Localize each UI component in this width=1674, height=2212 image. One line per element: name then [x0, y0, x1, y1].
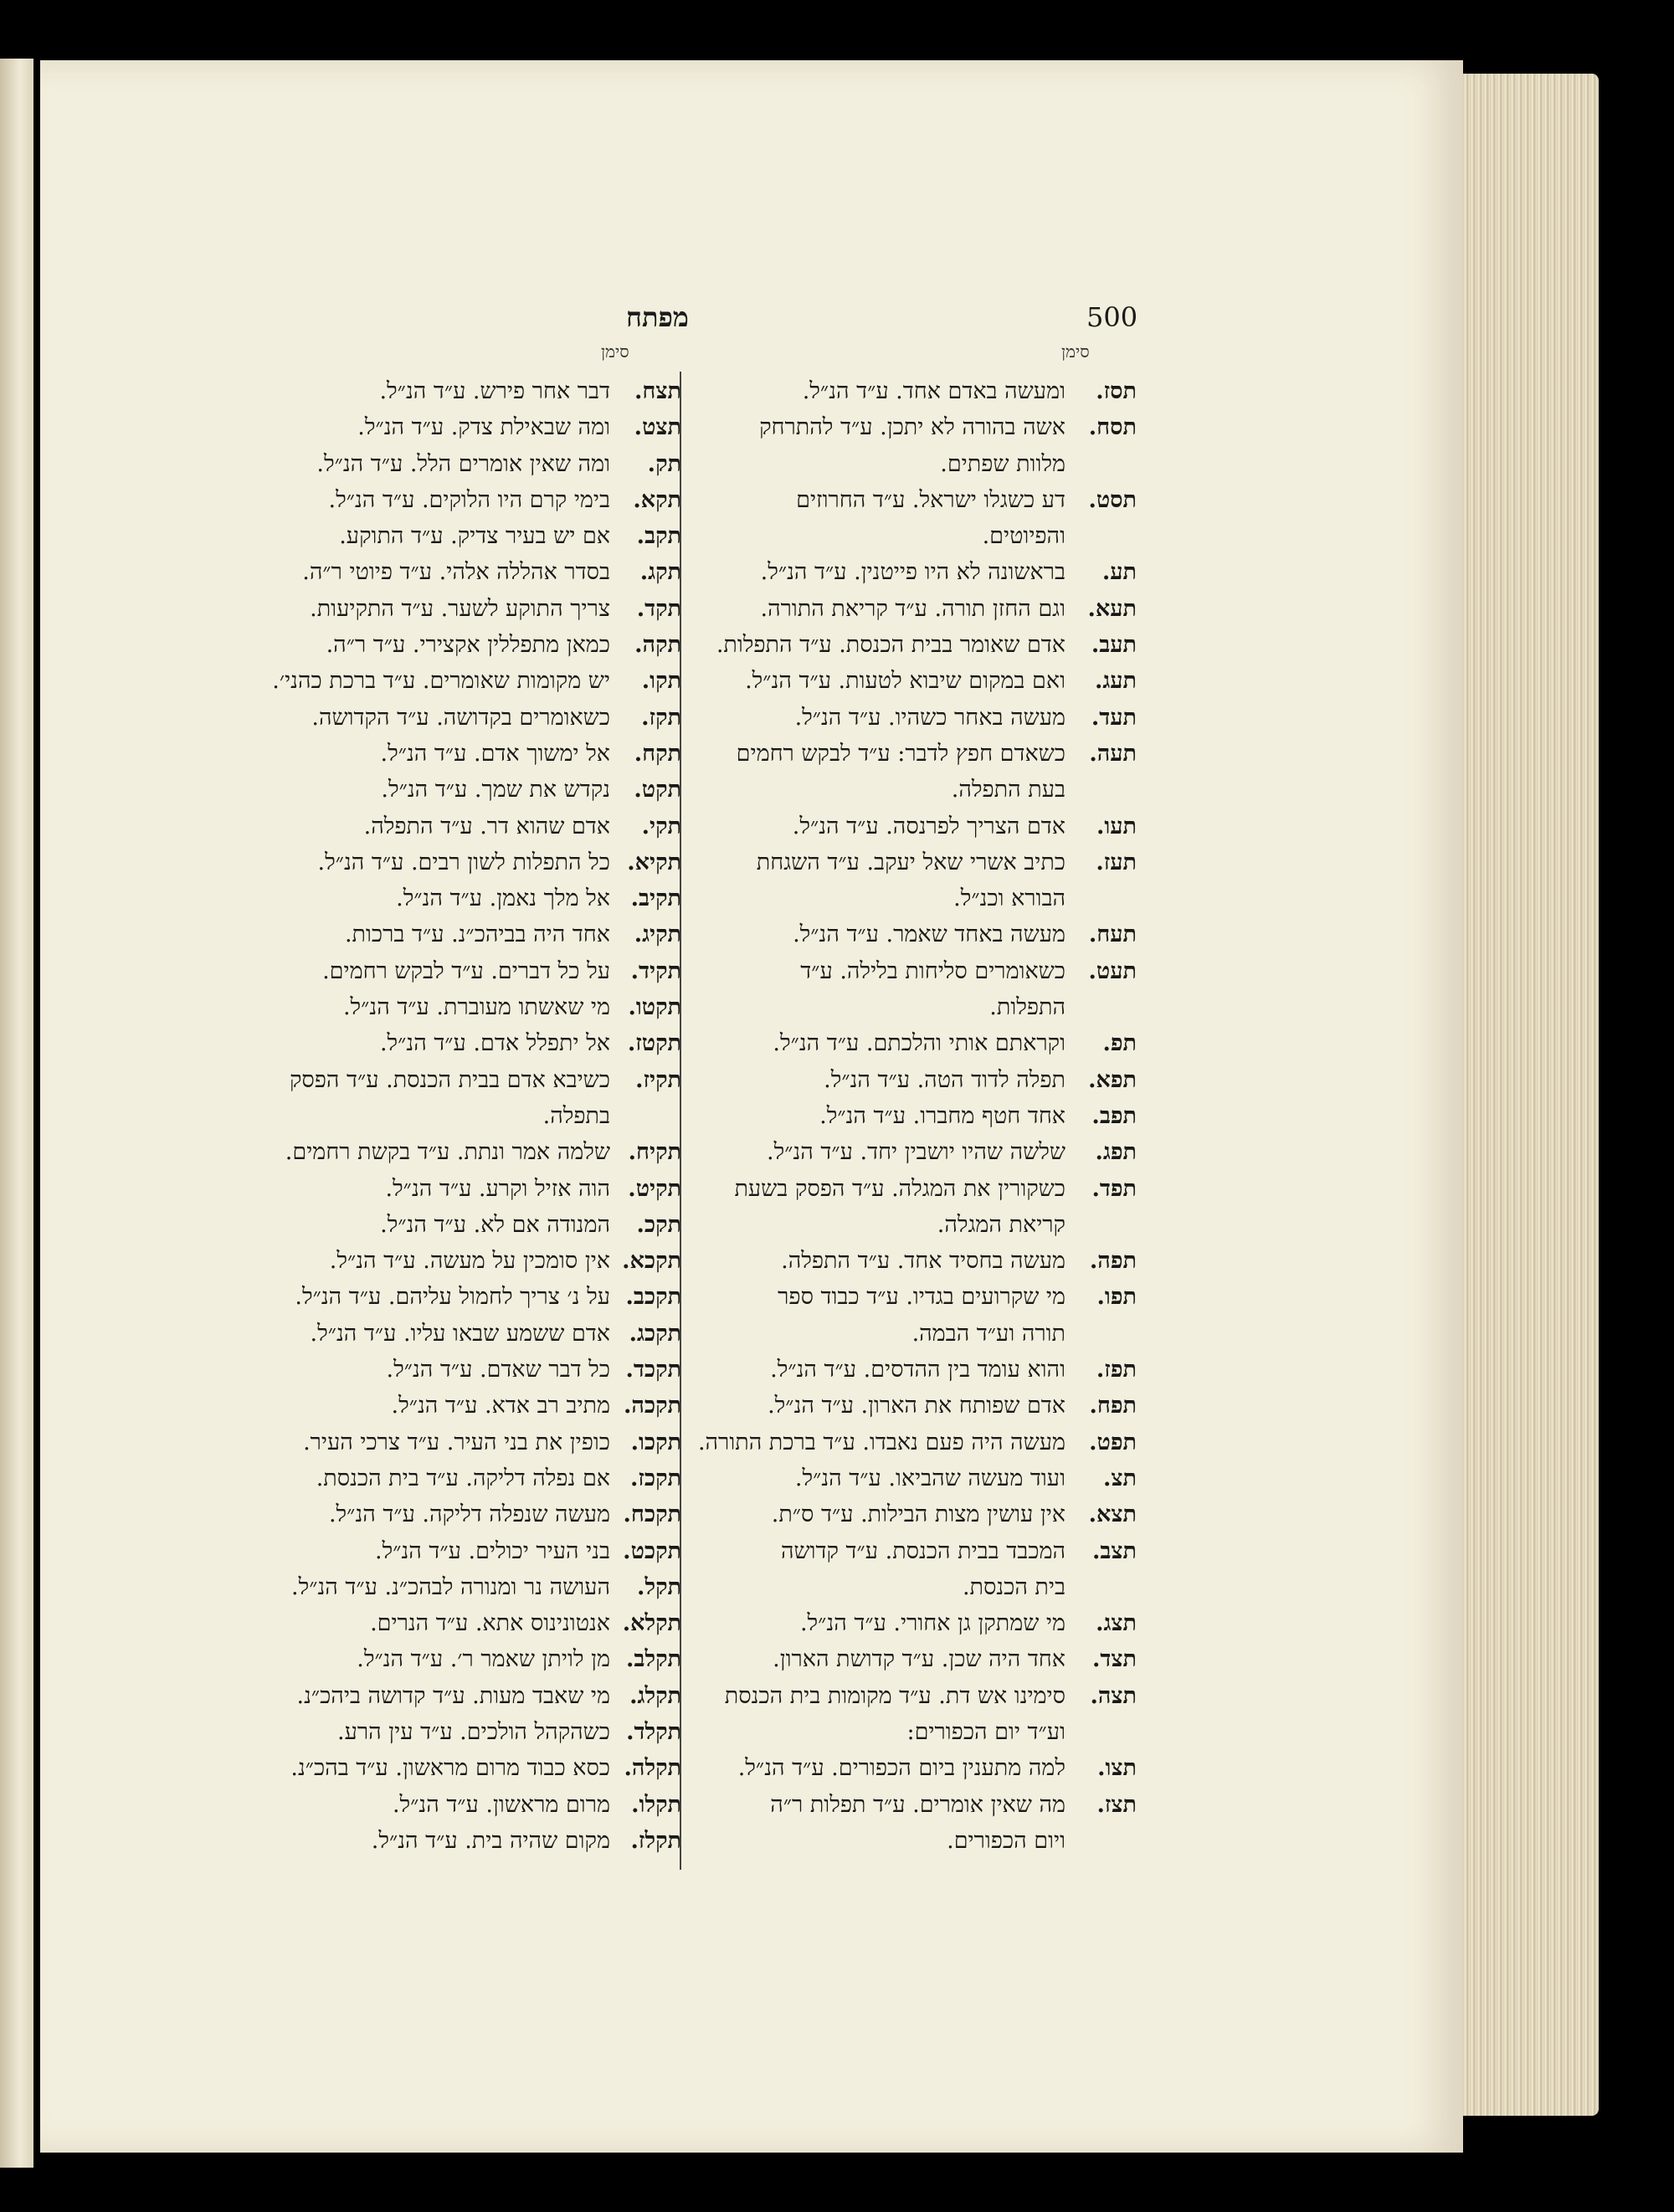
index-entry	[685, 989, 1137, 1025]
entry-text: יש מקומות שאומרים. ע״ד ברכת כהני׳.	[272, 668, 610, 695]
index-entry	[685, 1352, 1137, 1388]
entry-number: תעא.	[1087, 595, 1137, 622]
book-page	[40, 60, 1463, 2153]
entry-text: וגם החזן תורה. ע״ד קריאת התורה.	[760, 595, 1066, 622]
entry-text: אין עושין מצות הבילות. ע״ד ס״ת.	[771, 1501, 1066, 1528]
entry-text: אדם הצריך לפרנסה. ע״ד הנ״ל.	[792, 813, 1066, 839]
entry-text: כמאן מתפללין אקצירי. ע״ד ר״ה.	[326, 632, 610, 659]
entry-text: אין סומכין על מעשה. ע״ד הנ״ל.	[329, 1248, 610, 1275]
index-entry	[685, 1207, 1137, 1243]
entry-text: מעשה שנפלה דליקה. ע״ד הנ״ל.	[328, 1501, 610, 1528]
entry-number: תקי.	[641, 813, 681, 839]
entry-text: אחד היה שכן. ע״ד קדושת הארון.	[773, 1646, 1066, 1673]
entry-number: תעו.	[1096, 813, 1137, 839]
entry-number: תקכז.	[629, 1465, 681, 1491]
entry-text: הבורא וכנ״ל.	[953, 885, 1066, 912]
index-entry	[191, 1787, 681, 1823]
entry-text: וקראתם אותי והלכתם. ע״ד הנ״ל.	[773, 1030, 1066, 1057]
entry-number: תק.	[647, 450, 681, 477]
entry-text: כסא כבוד מרום מראשון. ע״ד בהכ״נ.	[290, 1755, 610, 1782]
index-entry	[685, 953, 1137, 989]
entry-number: תצג.	[1096, 1610, 1137, 1637]
index-entry	[191, 1460, 681, 1496]
entry-text: מעשה בחסיד אחד. ע״ד התפלה.	[781, 1248, 1066, 1275]
index-entry	[191, 1098, 681, 1134]
entry-number: תקכו.	[630, 1429, 681, 1455]
index-entry	[685, 1787, 1137, 1823]
entry-text: מי שאשתו מעוברת. ע״ד הנ״ל.	[342, 994, 610, 1021]
entry-number: תפג.	[1095, 1139, 1137, 1166]
entry-text: על נ׳ צריך לחמול עליהם. ע״ד הנ״ל.	[295, 1284, 610, 1311]
entry-text: מי שאבד מעות. ע״ד קדושה ביהכ״נ.	[296, 1682, 610, 1709]
entry-text: אחד חטף מחברו. ע״ד הנ״ל.	[819, 1102, 1066, 1129]
entry-text: ומעשה באדם אחד. ע״ד הנ״ל.	[802, 378, 1066, 404]
index-entry	[685, 772, 1137, 808]
entry-text: ויום הכפורים.	[947, 1827, 1066, 1854]
entry-number: תקג.	[639, 559, 681, 586]
index-entry	[685, 1569, 1137, 1605]
entry-text: אנטונינוס אתא. ע״ד הנרים.	[370, 1610, 610, 1637]
entry-number: תקו.	[641, 668, 681, 695]
entry-text: מקום שהיה בית. ע״ד הנ״ל.	[371, 1827, 610, 1854]
entry-text: כל דבר שאדם. ע״ד הנ״ל.	[386, 1357, 610, 1383]
entry-text: בני העיר יכולים. ע״ד הנ״ל.	[375, 1537, 610, 1564]
index-entry	[191, 953, 681, 989]
entry-number: תקל.	[637, 1573, 681, 1600]
index-entry	[191, 373, 681, 409]
index-entry	[191, 1496, 681, 1532]
left-column	[191, 373, 681, 1859]
index-entry	[685, 1388, 1137, 1424]
index-entry	[685, 1171, 1137, 1207]
index-entry	[685, 373, 1137, 409]
entry-text: כשאומרים בקדושה. ע״ד הקדושה.	[311, 704, 610, 731]
entry-number: תעב.	[1091, 632, 1137, 659]
index-entry	[685, 736, 1137, 772]
entry-text: המנודה אם לא. ע״ד הנ״ל.	[380, 1211, 610, 1238]
index-entry	[685, 1025, 1137, 1061]
entry-text: תפלה לדוד הטה. ע״ד הנ״ל.	[824, 1066, 1066, 1093]
entry-number: תקיח.	[628, 1139, 681, 1166]
index-entry	[191, 627, 681, 663]
index-entry	[191, 772, 681, 808]
index-entry	[191, 808, 681, 844]
index-entry	[191, 1823, 681, 1859]
entry-text: כופין את בני העיר. ע״ד צרכי העיר.	[303, 1429, 610, 1455]
index-entry	[685, 518, 1137, 554]
index-entry	[685, 1098, 1137, 1134]
index-entry	[191, 1171, 681, 1207]
entry-text: מעשה באחד שאמר. ע״ד הנ״ל.	[793, 921, 1066, 948]
entry-number: תקלב.	[626, 1646, 681, 1673]
entry-number: תעה.	[1089, 740, 1137, 767]
index-entry	[191, 1243, 681, 1279]
index-entry	[191, 591, 681, 627]
index-entry	[191, 1714, 681, 1750]
entry-number: תקיג.	[634, 921, 681, 948]
index-entry	[685, 1823, 1137, 1859]
index-entry	[685, 1714, 1137, 1750]
index-entry	[685, 808, 1137, 844]
page-header	[40, 301, 1463, 352]
entry-text: מלוות שפתים.	[940, 450, 1066, 477]
index-entry	[191, 446, 681, 482]
entry-number: תצט.	[634, 414, 681, 441]
entry-text: על כל דברים. ע״ד לבקש רחמים.	[322, 957, 610, 984]
index-entry	[685, 844, 1137, 880]
entry-number: תקכה.	[623, 1393, 681, 1419]
entry-text: אדם ששמע שבאו עליו. ע״ד הנ״ל.	[310, 1320, 610, 1347]
index-entry	[191, 1207, 681, 1243]
entry-text: כשאומרים סליחות בלילה. ע״ד	[800, 957, 1066, 984]
entry-number: תקכח.	[623, 1501, 681, 1528]
index-entry	[191, 700, 681, 736]
entry-text: שלשה שהיו יושבין יחד. ע״ד הנ״ל.	[767, 1139, 1066, 1166]
index-entry	[191, 409, 681, 445]
entry-number: תקד.	[636, 595, 681, 622]
entry-text: וע״ד יום הכפורים:	[906, 1718, 1066, 1745]
index-entry	[191, 663, 681, 699]
entry-text: צריך התוקע לשער. ע״ד התקיעות.	[310, 595, 610, 622]
column-label-left: סימן	[601, 341, 629, 362]
page-number: 500	[1086, 301, 1138, 333]
entry-number: תפה.	[1089, 1248, 1137, 1275]
index-entry	[191, 1569, 681, 1605]
index-entry	[191, 518, 681, 554]
entry-text: התפלות.	[989, 994, 1066, 1021]
index-entry	[685, 1533, 1137, 1569]
entry-number: תפט.	[1089, 1429, 1137, 1455]
entry-text: ועוד מעשה שהביאו. ע״ד הנ״ל.	[794, 1465, 1066, 1491]
entry-number: תקלו.	[631, 1791, 681, 1818]
entry-number: תקטו.	[628, 994, 681, 1021]
index-entry	[191, 1533, 681, 1569]
page-stack-edge	[1463, 74, 1599, 2116]
index-entry	[685, 591, 1137, 627]
entry-number: תקכט.	[623, 1537, 681, 1564]
entry-number: תקיא.	[627, 849, 681, 875]
index-entry	[191, 1641, 681, 1677]
index-entry	[685, 1062, 1137, 1098]
entry-number: תפו.	[1096, 1284, 1137, 1311]
index-entry	[685, 1496, 1137, 1532]
entry-text: ואם במקום שיבוא לטעות. ע״ד הנ״ל.	[745, 668, 1066, 695]
entry-text: בראשונה לא היו פייטנין. ע״ד הנ״ל.	[760, 559, 1066, 586]
index-entry	[685, 1460, 1137, 1496]
index-entry	[191, 736, 681, 772]
index-entry	[191, 880, 681, 916]
index-entry	[685, 1424, 1137, 1460]
index-entry	[685, 627, 1137, 663]
entry-number: תצ.	[1102, 1465, 1137, 1491]
index-entry	[191, 844, 681, 880]
entry-text: אל יתפלל אדם. ע״ד הנ״ל.	[379, 1030, 610, 1057]
entry-number: תעח.	[1088, 921, 1137, 948]
entry-text: העושה נר ומנורה לבהכ״נ. ע״ד הנ״ל.	[290, 1573, 610, 1600]
entry-text: נקדש את שמך. ע״ד הנ״ל.	[381, 777, 610, 803]
entry-text: מעשה היה פעם נאבדו. ע״ד ברכת התורה.	[697, 1429, 1066, 1455]
entry-text: כשיבא אדם בבית הכנסת. ע״ד הפסק	[289, 1066, 610, 1093]
entry-number: תצה.	[1090, 1682, 1137, 1709]
entry-text: ומה שבאילת צדק. ע״ד הנ״ל.	[357, 414, 610, 441]
index-entry	[685, 663, 1137, 699]
entry-text: מה שאין אומרים. ע״ד תפלות ר״ה	[770, 1791, 1066, 1818]
entry-text: אחד היה בביהכ״נ. ע״ד ברכות.	[344, 921, 610, 948]
entry-text: שלמה אמר ונתת. ע״ד בקשת רחמים.	[285, 1139, 610, 1166]
entry-text: כשקורין את המגלה. ע״ד הפסק בשעת	[734, 1175, 1066, 1202]
entry-text: כשהקהל הולכים. ע״ד עין הרע.	[337, 1718, 610, 1745]
entry-number: תצו.	[1097, 1755, 1137, 1782]
entry-text: מתיב רב אדא. ע״ד הנ״ל.	[391, 1393, 610, 1419]
index-entry	[191, 554, 681, 590]
entry-text: אדם שאומר בבית הכנסת. ע״ד התפלות.	[716, 632, 1066, 659]
entry-number: תצח.	[634, 378, 681, 404]
entry-number: תצב.	[1091, 1537, 1137, 1564]
right-column	[685, 373, 1137, 1859]
entry-number: תקיז.	[635, 1066, 681, 1093]
entry-number: תסז.	[1096, 378, 1137, 404]
index-entry	[685, 1678, 1137, 1714]
entry-number: תעט.	[1088, 957, 1137, 984]
entry-text: והפיוטים.	[982, 523, 1066, 550]
entry-number: תפח.	[1089, 1393, 1137, 1419]
entry-text: כשאדם חפץ לדבר: ע״ד לבקש רחמים	[736, 740, 1066, 767]
entry-number: תצז.	[1096, 1791, 1137, 1818]
entry-text: מי שקרועים בגדיו. ע״ד כבוד ספר	[778, 1284, 1066, 1311]
entry-number: תקכ.	[636, 1211, 681, 1238]
index-entry	[685, 482, 1137, 518]
entry-number: תקה.	[634, 632, 681, 659]
entry-text: אדם שהוא דר. ע״ד התפלה.	[363, 813, 610, 839]
entry-text: בסדר אהללה אלהי. ע״ד פיוטי ר״ה.	[302, 559, 610, 586]
index-entry	[685, 1279, 1137, 1315]
index-entry	[685, 1641, 1137, 1677]
entry-number: תקכג.	[629, 1320, 681, 1347]
entry-number: תקיב.	[630, 885, 681, 912]
entry-number: תקיט.	[628, 1175, 681, 1202]
entry-number: תפד.	[1091, 1175, 1137, 1202]
entry-text: כתיב אשרי שאל יעקב. ע״ד השגחת	[756, 849, 1066, 875]
column-label-right: סימן	[1061, 341, 1090, 362]
entry-text: למה מתענין ביום הכפורים. ע״ד הנ״ל.	[737, 1755, 1066, 1782]
index-entry	[191, 1134, 681, 1170]
entry-number: תפב.	[1091, 1102, 1137, 1129]
index-entry	[191, 989, 681, 1025]
index-entry	[191, 1750, 681, 1786]
entry-text: אם נפלה דליקה. ע״ד בית הכנסת.	[316, 1465, 610, 1491]
index-entry	[191, 1316, 681, 1352]
entry-number: תקא.	[633, 486, 681, 513]
entry-text: הוה אזיל וקרע. ע״ד הנ״ל.	[385, 1175, 610, 1202]
entry-text: קריאת המגלה.	[937, 1211, 1066, 1238]
previous-page-edge	[0, 59, 33, 2168]
entry-number: תעד.	[1091, 704, 1137, 731]
index-entry	[685, 446, 1137, 482]
entry-text: מרום מראשון. ע״ד הנ״ל.	[392, 1791, 610, 1818]
entry-text: כל התפלות לשון רבים. ע״ד הנ״ל.	[317, 849, 610, 875]
entry-number: תקלג.	[629, 1682, 681, 1709]
entry-text: מן לויתן שאמר ר׳. ע״ד הנ״ל.	[357, 1646, 610, 1673]
index-entry	[191, 916, 681, 952]
entry-number: תקלא.	[622, 1610, 681, 1637]
entry-number: תצד.	[1092, 1646, 1137, 1673]
index-entry	[191, 1605, 681, 1641]
index-entry	[191, 1424, 681, 1460]
entry-number: תקיד.	[630, 957, 681, 984]
index-entry	[685, 1243, 1137, 1279]
index-entry	[685, 1316, 1137, 1352]
entry-text: בימי קרם היו הלוקים. ע״ד הנ״ל.	[328, 486, 610, 513]
entry-number: תע.	[1101, 559, 1137, 586]
index-entry	[191, 1279, 681, 1315]
index-entry	[685, 916, 1137, 952]
entry-text: אשה בהורה לא יתכן. ע״ד להתרחק	[759, 414, 1066, 441]
index-entry	[191, 1388, 681, 1424]
entry-number: תקכא.	[622, 1248, 681, 1275]
entry-number: תעז.	[1096, 849, 1137, 875]
entry-text: מעשה באחר כשהיו. ע״ד הנ״ל.	[794, 704, 1066, 731]
index-entry	[191, 1352, 681, 1388]
entry-number: תקז.	[641, 704, 681, 731]
entry-text: אם יש בעיר צדיק. ע״ד התוקע.	[339, 523, 610, 550]
entry-text: בעת התפלה.	[951, 777, 1066, 803]
entry-text: מי שמתקן גן אחורי. ע״ד הנ״ל.	[799, 1610, 1066, 1637]
entry-number: תקח.	[634, 740, 681, 767]
entry-text: אדם שפותח את הארון. ע״ד הנ״ל.	[768, 1393, 1066, 1419]
index-entry	[685, 700, 1137, 736]
entry-number: תקלד.	[626, 1718, 681, 1745]
entry-text: בתפלה.	[542, 1102, 610, 1129]
index-entry	[685, 1605, 1137, 1641]
index-entry	[191, 1678, 681, 1714]
entry-text: אל מלך נאמן. ע״ד הנ״ל.	[396, 885, 610, 912]
index-entry	[191, 1025, 681, 1061]
entry-number: תפא.	[1088, 1066, 1137, 1093]
entry-number: תקט.	[634, 777, 681, 803]
entry-text: דבר אחר פירש. ע״ד הנ״ל.	[379, 378, 610, 404]
index-entry	[191, 482, 681, 518]
entry-text: אל ימשוך אדם. ע״ד הנ״ל.	[380, 740, 610, 767]
entry-number: תסח.	[1088, 414, 1137, 441]
index-entry	[191, 1062, 681, 1098]
entry-text: תורה וע״ד הבמה.	[911, 1320, 1066, 1347]
index-entry	[685, 1750, 1137, 1786]
entry-number: תסט.	[1088, 486, 1137, 513]
entry-number: תקב.	[636, 523, 681, 550]
entry-number: תקכד.	[625, 1357, 681, 1383]
entry-text: בית הכנסת.	[962, 1573, 1066, 1600]
entry-text: ומה שאין אומרים הלל. ע״ד הנ״ל.	[316, 450, 610, 477]
entry-number: תקכב.	[625, 1284, 681, 1311]
index-entry	[685, 1134, 1137, 1170]
entry-number: תפ.	[1102, 1030, 1137, 1057]
running-head: מפתח	[626, 301, 689, 333]
entry-number: תעג.	[1094, 668, 1137, 695]
entry-text: דע כשגלו ישראל. ע״ד החרוזים	[796, 486, 1066, 513]
index-entry	[685, 880, 1137, 916]
index-entry	[685, 409, 1137, 445]
entry-number: תקטז.	[627, 1030, 681, 1057]
entry-number: תקלז.	[630, 1827, 681, 1854]
index-entry	[685, 554, 1137, 590]
entry-text: סימינו אש דת. ע״ד מקומות בית הכנסת	[724, 1682, 1066, 1709]
entry-text: והוא עומד בין ההדסים. ע״ד הנ״ל.	[770, 1357, 1066, 1383]
entry-text: המכבד בבית הכנסת. ע״ד קדושה	[780, 1537, 1066, 1564]
entry-number: תצא.	[1088, 1501, 1137, 1528]
entry-number: תפז.	[1096, 1357, 1137, 1383]
entry-number: תקלה.	[624, 1755, 681, 1782]
